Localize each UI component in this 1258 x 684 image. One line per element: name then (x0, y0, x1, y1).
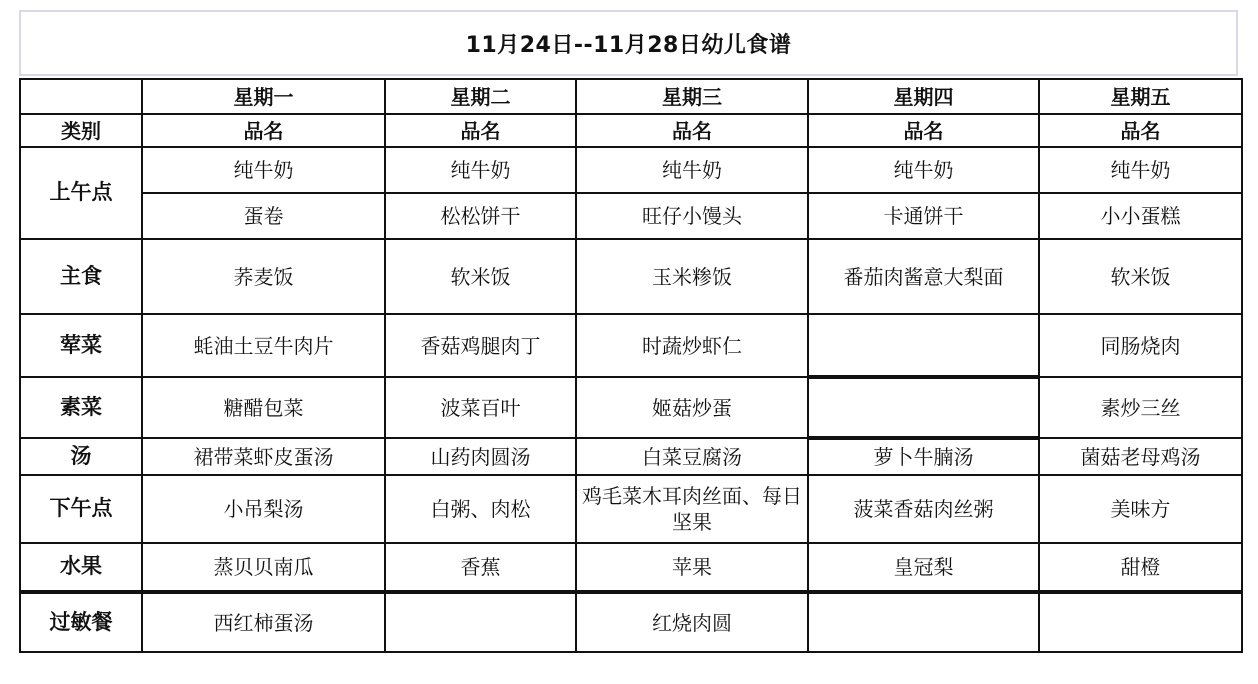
menu-cell (808, 314, 1039, 377)
corner-cell (20, 79, 142, 114)
menu-cell: 软米饭 (385, 239, 576, 314)
afternoon-snack-label: 下午点 (20, 475, 142, 543)
allergy-meal-label: 过敏餐 (20, 592, 142, 652)
item-header: 品名 (142, 114, 385, 147)
menu-cell: 旺仔小馒头 (576, 193, 808, 239)
sub-header-row (20, 114, 1242, 147)
soup-row (20, 438, 1242, 475)
menu-cell: 素炒三丝 (1039, 377, 1242, 438)
meat-dish-row (20, 314, 1242, 377)
menu-cell (808, 592, 1039, 652)
menu-cell: 白菜豆腐汤 (576, 438, 808, 475)
day-header-wed: 星期三 (576, 79, 808, 114)
menu-cell: 山药肉圆汤 (385, 438, 576, 475)
menu-cell: 菌菇老母鸡汤 (1039, 438, 1242, 475)
menu-cell: 小吊梨汤 (142, 475, 385, 543)
fruit-label: 水果 (20, 543, 142, 592)
menu-cell: 番茄肉酱意大梨面 (808, 239, 1039, 314)
allergy-meal-row (20, 592, 1242, 652)
menu-cell: 红烧肉圆 (576, 592, 808, 652)
menu-cell: 蒸贝贝南瓜 (142, 543, 385, 592)
menu-cell (385, 592, 576, 652)
menu-cell: 卡通饼干 (808, 193, 1039, 239)
menu-cell: 香蕉 (385, 543, 576, 592)
item-header: 品名 (385, 114, 576, 147)
morning-snack-row-1 (20, 147, 1242, 193)
day-header-row (20, 79, 1242, 114)
menu-cell: 荞麦饭 (142, 239, 385, 314)
staple-row (20, 239, 1242, 314)
item-header: 品名 (808, 114, 1039, 147)
veg-dish-row (20, 377, 1242, 438)
menu-cell: 纯牛奶 (142, 147, 385, 193)
menu-cell: 香菇鸡腿肉丁 (385, 314, 576, 377)
menu-cell: 皇冠梨 (808, 543, 1039, 592)
menu-cell: 蚝油土豆牛肉片 (142, 314, 385, 377)
menu-cell: 时蔬炒虾仁 (576, 314, 808, 377)
menu-cell: 西红柿蛋汤 (142, 592, 385, 652)
menu-cell: 纯牛奶 (576, 147, 808, 193)
staple-label: 主食 (20, 239, 142, 314)
menu-cell: 姬菇炒蛋 (576, 377, 808, 438)
menu-cell: 纯牛奶 (808, 147, 1039, 193)
menu-cell: 波菜百叶 (385, 377, 576, 438)
menu-cell: 鸡毛菜木耳肉丝面、每日坚果 (576, 475, 808, 543)
menu-cell: 松松饼干 (385, 193, 576, 239)
menu-cell: 糖醋包菜 (142, 377, 385, 438)
menu-cell: 玉米糁饭 (576, 239, 808, 314)
morning-snack-label: 上午点 (20, 147, 142, 239)
menu-cell: 苹果 (576, 543, 808, 592)
menu-title: 11月24日--11月28日幼儿食谱 (19, 10, 1238, 76)
menu-cell: 甜橙 (1039, 543, 1242, 592)
item-header: 品名 (1039, 114, 1242, 147)
veg-dish-label: 素菜 (20, 377, 142, 438)
menu-cell (1039, 592, 1242, 652)
afternoon-snack-row (20, 475, 1242, 543)
menu-cell: 蛋卷 (142, 193, 385, 239)
menu-cell: 纯牛奶 (1039, 147, 1242, 193)
day-header-fri: 星期五 (1039, 79, 1242, 114)
menu-cell (808, 377, 1039, 438)
day-header-mon: 星期一 (142, 79, 385, 114)
item-header: 品名 (576, 114, 808, 147)
category-header: 类别 (20, 114, 142, 147)
menu-cell: 美味方 (1039, 475, 1242, 543)
menu-cell: 裙带菜虾皮蛋汤 (142, 438, 385, 475)
menu-cell: 白粥、肉松 (385, 475, 576, 543)
morning-snack-row-2 (20, 193, 1242, 239)
meat-dish-label: 荤菜 (20, 314, 142, 377)
day-header-tue: 星期二 (385, 79, 576, 114)
menu-cell: 萝卜牛腩汤 (808, 438, 1039, 475)
menu-cell: 纯牛奶 (385, 147, 576, 193)
menu-cell: 小小蛋糕 (1039, 193, 1242, 239)
fruit-row (20, 543, 1242, 592)
menu-table (19, 78, 1243, 653)
day-header-thu: 星期四 (808, 79, 1039, 114)
menu-cell: 同肠烧肉 (1039, 314, 1242, 377)
menu-cell: 软米饭 (1039, 239, 1242, 314)
soup-label: 汤 (20, 438, 142, 475)
menu-cell: 菠菜香菇肉丝粥 (808, 475, 1039, 543)
